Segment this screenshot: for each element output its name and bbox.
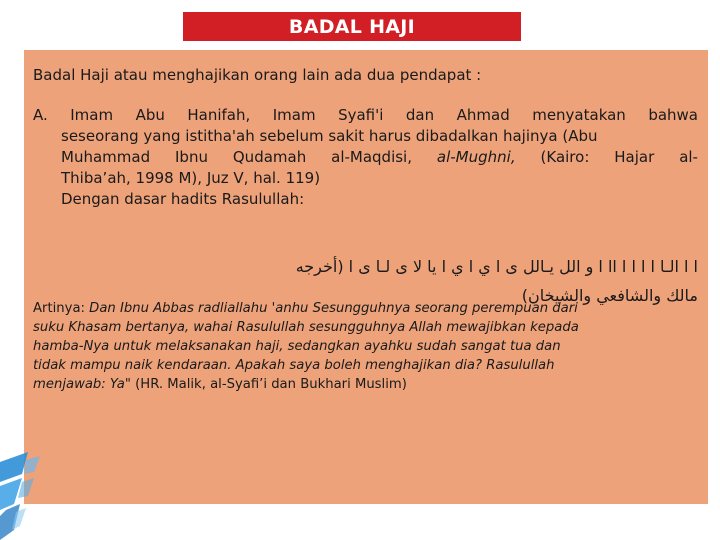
- translation-text: tidak mampu naik kendaraan. Apakah saya boleh menghajikan dia? Rasulullah: [33, 358, 555, 373]
- content-panel: [24, 50, 708, 504]
- point-a-line-5: Dengan dasar hadits Rasulullah:: [61, 190, 305, 208]
- corner-decoration-icon: [0, 452, 90, 540]
- word: (Kairo:: [540, 148, 590, 166]
- book-title: al-Mughni,: [436, 148, 516, 166]
- translation-text: hamba-Nya untuk melaksanakan haji, sedangkan ayahku sudah sangat tua dan: [33, 339, 561, 354]
- word: al-Maqdisi,: [331, 148, 412, 166]
- translation-line-5: [33, 375, 695, 394]
- word: bahwa: [648, 106, 698, 124]
- translation-label: Artinya:: [33, 301, 85, 316]
- point-a-line-1: [33, 105, 698, 126]
- citation: (HR. Malik, al-Syafi’i dan Bukhari Muslim): [130, 377, 407, 392]
- translation-line-2: [33, 318, 695, 337]
- translation-text: menjawab: Ya": [33, 377, 131, 392]
- word: Syafi'i: [338, 106, 384, 124]
- translation-text: suku Khasam bertanya, wahai Rasulullah sesungguhnya Allah mewajibkan kepada: [33, 320, 579, 335]
- word: Imam: [272, 106, 316, 124]
- point-a: [33, 105, 698, 210]
- point-a-label: A.: [33, 106, 48, 124]
- point-a-line-4: Thiba’ah, 1998 M), Juz V, hal. 119): [61, 169, 321, 187]
- translation: [33, 299, 695, 394]
- word: Hanifah,: [187, 106, 251, 124]
- word: Ibnu: [175, 148, 208, 166]
- translation-text: Dan Ibnu Abbas radliallahu 'anhu Sesungguhnya seorang perempuan dari: [89, 301, 578, 316]
- word: Abu: [135, 106, 165, 124]
- arabic-line-2: مالك والشافعي والشيخان): [521, 286, 698, 305]
- intro-text: Badal Haji atau menghajikan orang lain ada dua pendapat :: [33, 66, 482, 84]
- slide-title-text: BADAL HAJI: [288, 15, 416, 38]
- word: al-: [679, 148, 698, 166]
- translation-line-3: [33, 337, 695, 356]
- word: Qudamah: [232, 148, 307, 166]
- word: dan: [405, 106, 435, 124]
- translation-line-1: [33, 299, 695, 318]
- word: Imam: [70, 106, 114, 124]
- word: menyatakan: [532, 106, 626, 124]
- word: Muhammad: [61, 148, 151, 166]
- slide-title: [183, 12, 521, 41]
- translation-line-4: [33, 356, 695, 375]
- arabic-line-1: ا ا الـا ا ا ا ا اا ا و الل يـالل ى ا ي ا ي ا يا لا ى لـا ى ا (أخرجه: [295, 257, 698, 276]
- word: Hajar: [614, 148, 655, 166]
- point-a-line-2: seseorang yang istitha'ah sebelum sakit harus dibadalkan hajinya (Abu: [61, 127, 598, 145]
- point-a-line-3: [33, 147, 698, 168]
- word: Ahmad: [456, 106, 510, 124]
